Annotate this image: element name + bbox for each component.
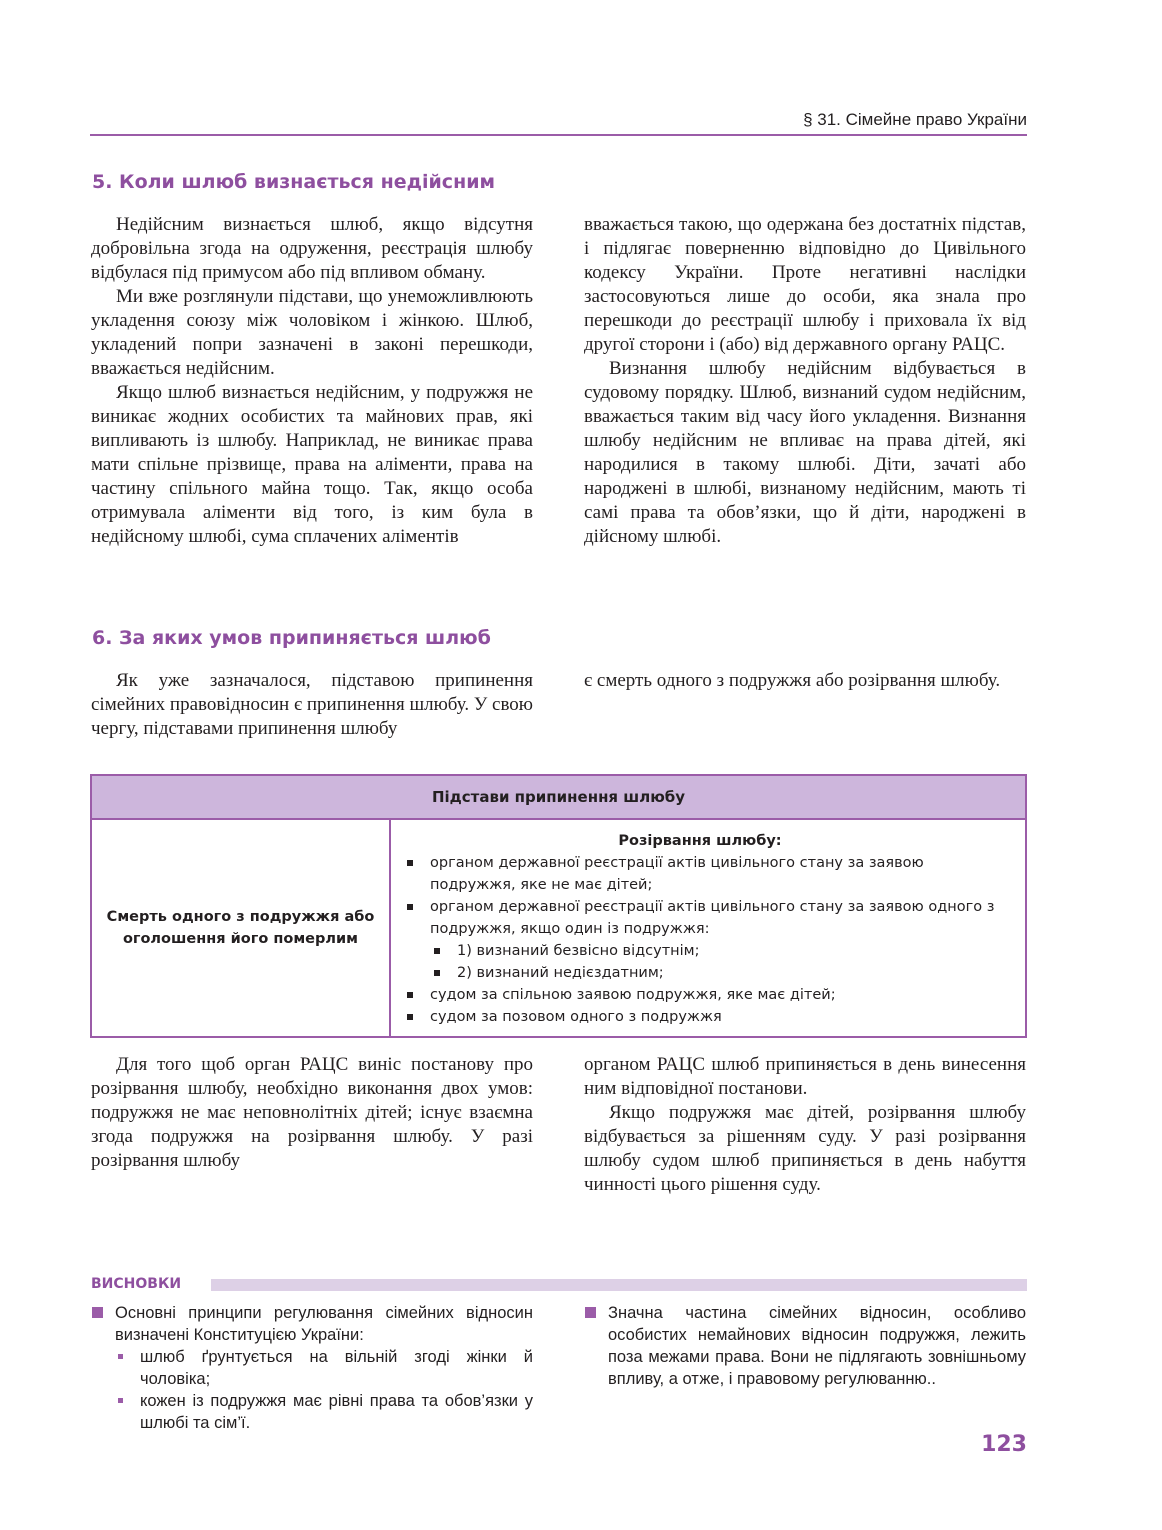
death-cell: Смерть одного з подружжя або оголошення його померлим [91, 819, 390, 1037]
section-6-title: 6. За яких умов припиняється шлюб [92, 627, 491, 649]
list-item: судом за позовом одного з подружжя [403, 1006, 997, 1028]
conclusion-item: Значна частина сімейних відносин, особливо особистих немайнових відносин подружжя, лежить поза межами права. Вони не підлягають зовнішньому впливу, а отже, і правовому регулюванню.. [584, 1302, 1026, 1390]
paragraph: Визнання шлюбу недійсним відбувається в судовому порядку. Шлюб, визнаний судом недійсним, вважається таким від часу його укладення. Визнання шлюбу недійсним не впливає на права дітей, які народилися в такому шлюбі. Діти, зачаті або народжені в шлюбі, визнаному недійсним, мають ті самі права та обов’язки, що й діти, народжені в дійсному шлюбі. [584, 358, 1026, 547]
paragraph: Якщо шлюб визнається недійсним, у подружжя не виникає жодних особистих та майнових прав, які випливають із шлюбу. Наприклад, не виникає права мати спільне прізвище, права на аліменти, права на частину спільного майна тощо. Так, якщо особа отримувала аліменти від того, із ким була в недійсному шлюбі, сума сплачених аліментів [91, 382, 533, 547]
list-item [403, 896, 997, 984]
list-item: судом за спільною заявою подружжя, яке має дітей; [403, 984, 997, 1006]
conclusions-right [584, 1302, 1026, 1390]
section-5-left-column [91, 213, 533, 549]
after-table-right-column [584, 1053, 1026, 1197]
conclusion-text: Основні принципи регулювання сімейних відносин визначені Конституцією України: [115, 1304, 533, 1344]
sub-list-item: 2) визнаний недієздатним; [430, 962, 997, 984]
section-6-left-column [91, 669, 533, 741]
paragraph: Якщо подружжя має дітей, розірвання шлюбу відбувається за рішенням суду. У разі розірвання шлюбу судом шлюб припиняється в день набуття чинності цього рішення суду. [584, 1102, 1026, 1195]
list-item-text: органом державної реєстрації актів цивільного стану за заявою одного з подружжя, якщо один із подружжя: [430, 899, 995, 937]
paragraph: Ми вже розглянули підстави, що унеможливлюють укладення союзу між чоловіком і жінкою. Шлюб, укладений попри зазначені в законі перешкоди, вважається недійсним. [91, 286, 533, 379]
table-header: Підстави припинення шлюбу [91, 775, 1026, 819]
paragraph: Недійсним визнається шлюб, якщо відсутня добровільна згода на одруження, реєстрація шлюбу відбулася під примусом або під впливом обману. [91, 214, 533, 283]
conclusions-bar [211, 1279, 1027, 1291]
paragraph: Як уже зазначалося, підставою припинення сімейних правовідносин є припинення шлюбу. У свою чергу, підставами припинення шлюбу [91, 670, 533, 739]
paragraph: є смерть одного з подружжя або розірвання шлюбу. [584, 670, 1001, 691]
list-item: органом державної реєстрації актів цивільного стану за заявою подружжя, яке не має дітей; [403, 852, 997, 896]
section-6-right-column [584, 669, 1026, 693]
section-5-right-column [584, 213, 1026, 549]
page-number: 123 [981, 1432, 1027, 1457]
conclusion-sublist [115, 1346, 533, 1434]
paragraph: органом РАЦС шлюб припиняється в день винесення ним відповідної постанови. [584, 1054, 1026, 1099]
section-5-title: 5. Коли шлюб визнається недійсним [92, 171, 496, 193]
sub-list [430, 940, 997, 984]
header-rule [90, 134, 1027, 136]
after-table-left-column [91, 1053, 533, 1173]
conclusions-label: ВИСНОВКИ [91, 1276, 182, 1292]
running-head: § 31. Сімейне право України [803, 110, 1027, 129]
conclusion-subitem: кожен із подружжя має рівні права та обов’язки у шлюбі та сім’ї. [115, 1390, 533, 1434]
paragraph: вважається такою, що одержана без достатніх підстав, і підлягає поверненню відповідно до Цивільного кодексу України. Проте негативні наслідки застосовуються лише до особи, яка знала про перешкоди до реєстрації шлюбу і приховала їх від другої сторони і (або) від державного органу РАЦС. [584, 214, 1026, 355]
divorce-title: Розірвання шлюбу: [618, 833, 782, 849]
paragraph: Для того щоб орган РАЦС виніс постанову про розірвання шлюбу, необхідно виконання двох умов: подружжя не має неповнолітніх дітей; існує взаємна згода подружжя на розірвання шлюбу. У разі розірвання шлюбу [91, 1054, 533, 1171]
divorce-list [403, 852, 997, 1028]
conclusion-subitem: шлюб ґрунтується на вільній згоді жінки й чоловіка; [115, 1346, 533, 1390]
divorce-cell [390, 819, 1026, 1037]
conclusions-left [91, 1302, 533, 1434]
marriage-termination-table [90, 774, 1027, 1038]
sub-list-item: 1) визнаний безвісно відсутнім; [430, 940, 997, 962]
conclusion-item [91, 1302, 533, 1434]
